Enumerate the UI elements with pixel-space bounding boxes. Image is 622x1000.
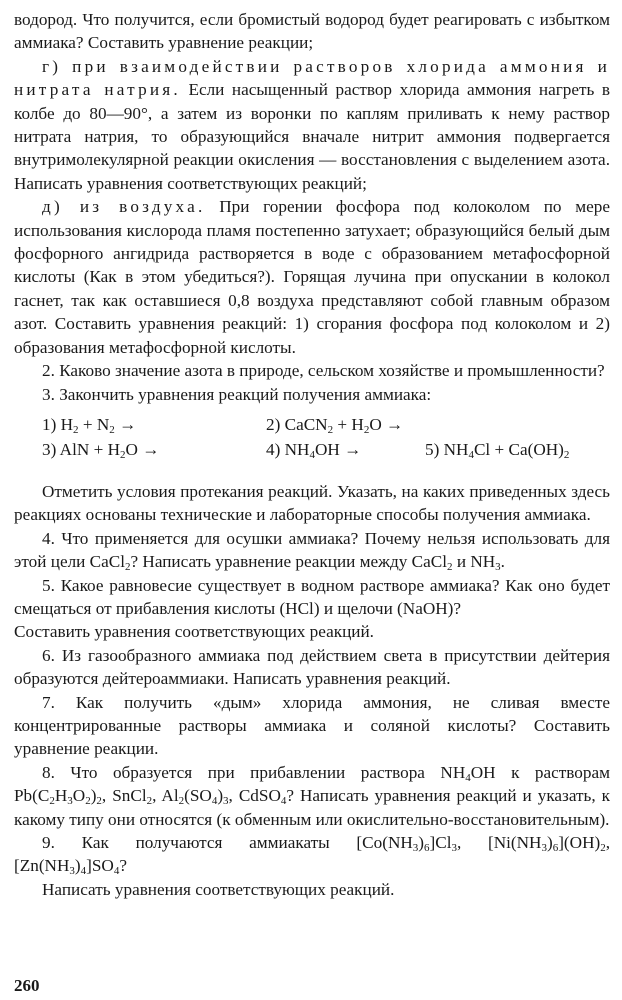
equation-4: 4) $NH_4OH$ → bbox=[266, 439, 362, 461]
question-8: 8. Что образуется при прибавлении раствора $NH_4OH$ к растворам $Pb(C_2H_3O_2)_2$, SnCl$_2$, $Al_2(SO_4)_3$, CdSO$_4$? Написать уравнения реакций и указать, к какому типу они относятся (к обменным или окислительно-восстановительным). bbox=[14, 762, 610, 829]
paragraph-intro: водород. Что получится, если бромистый водород будет реагировать с избытком аммиака? Составить уравнение реакции; bbox=[14, 10, 610, 53]
paragraph-d bbox=[14, 195, 610, 359]
paragraph-g-lead: г) при взаимодействии растворов хлорида аммония и нитрата натрия. bbox=[14, 56, 610, 100]
question-4: 4. Что применяется для осушки аммиака? Почему нельзя использовать для этой цели CaCl$_2$? Написать уравнение реакции между CaCl$_2$ и $NH_3$. bbox=[14, 528, 610, 574]
question-9-note: Написать уравнения соответствующих реакций. bbox=[42, 879, 395, 899]
equation-row-1 bbox=[42, 412, 610, 437]
question-5: 5. Какое равновесие существует в водном растворе аммиака? Как оно будет смещаться от прибавления кислоты (HCl) и щелочи (NaOH)? bbox=[14, 575, 610, 618]
question-6: 6. Из газообразного аммиака под действием света в присутствии дейтерия образуются дейтероаммиаки. Написать уравнения реакций. bbox=[14, 645, 610, 689]
equations-block bbox=[42, 412, 610, 462]
question-3-note: Отметить условия протекания реакций. Указать, на каких приведенных здесь реакциях основаны технические и лабораторные способы получения аммиака. bbox=[14, 481, 610, 525]
question-2: 2. Каково значение азота в природе, сельском хозяйстве и промышленности? bbox=[42, 361, 605, 381]
equation-2: 2) CaCN$_2$ + $H_2O$ → bbox=[266, 414, 404, 436]
equation-row-2 bbox=[42, 437, 610, 462]
equation-3: 3) AlN + $H_2O$ → bbox=[42, 439, 160, 461]
document-page bbox=[14, 8, 610, 901]
question-5-note: Составить уравнения соответствующих реакций. bbox=[14, 622, 374, 642]
paragraph-d-body: При горении фосфора под колоколом по мере использования кислорода пламя постепенно затухает; образующийся белый дым фосфорного ангидрида растворяется в воде с образованием метафосфорной кислоты (Как в этом убедиться?). Горящая лучина при опускании в колокол гаснет, так как оставшиеся 0,8 воздуха представляют собой главным образом азот. Составить уравнения реакций: 1) сгорания фосфора под колоколом и 2) образования метафосфорной кислоты. bbox=[14, 197, 610, 357]
question-9: 9. Как получаются аммиакаты $[Co(NH_3)_6]Cl_3$, $[Ni(NH_3)_6](OH)_2$, $[Zn(NH_3)_4]SO_4$? bbox=[14, 833, 610, 878]
paragraph-g bbox=[14, 55, 610, 195]
question-7: 7. Как получить «дым» хлорида аммония, не сливая вместе концентрированные растворы аммиака и соляной кислоты? Составить уравнение реакции. bbox=[14, 692, 610, 759]
equation-5: 5) $NH_4Cl + Ca(OH)_2$ bbox=[425, 439, 570, 461]
equation-1: 1) $H_2 + N_2$ → bbox=[42, 414, 137, 436]
paragraph-g-body: Если насыщенный раствор хлорида аммония нагреть в колбе до 80—90°, а затем из воронки по каплям приливать к нему раствор нитрата натрия, то образующийся вначале нитрит аммония подвергается внутримолекулярной реакции окисления — восстановления с выделением азота. Написать уравнения соответствующих реакций; bbox=[14, 80, 611, 193]
page-number: 260 bbox=[14, 976, 40, 995]
paragraph-d-lead: д) из воздуха. bbox=[42, 197, 206, 217]
question-3: 3. Закончить уравнения реакций получения аммиака: bbox=[42, 384, 432, 404]
